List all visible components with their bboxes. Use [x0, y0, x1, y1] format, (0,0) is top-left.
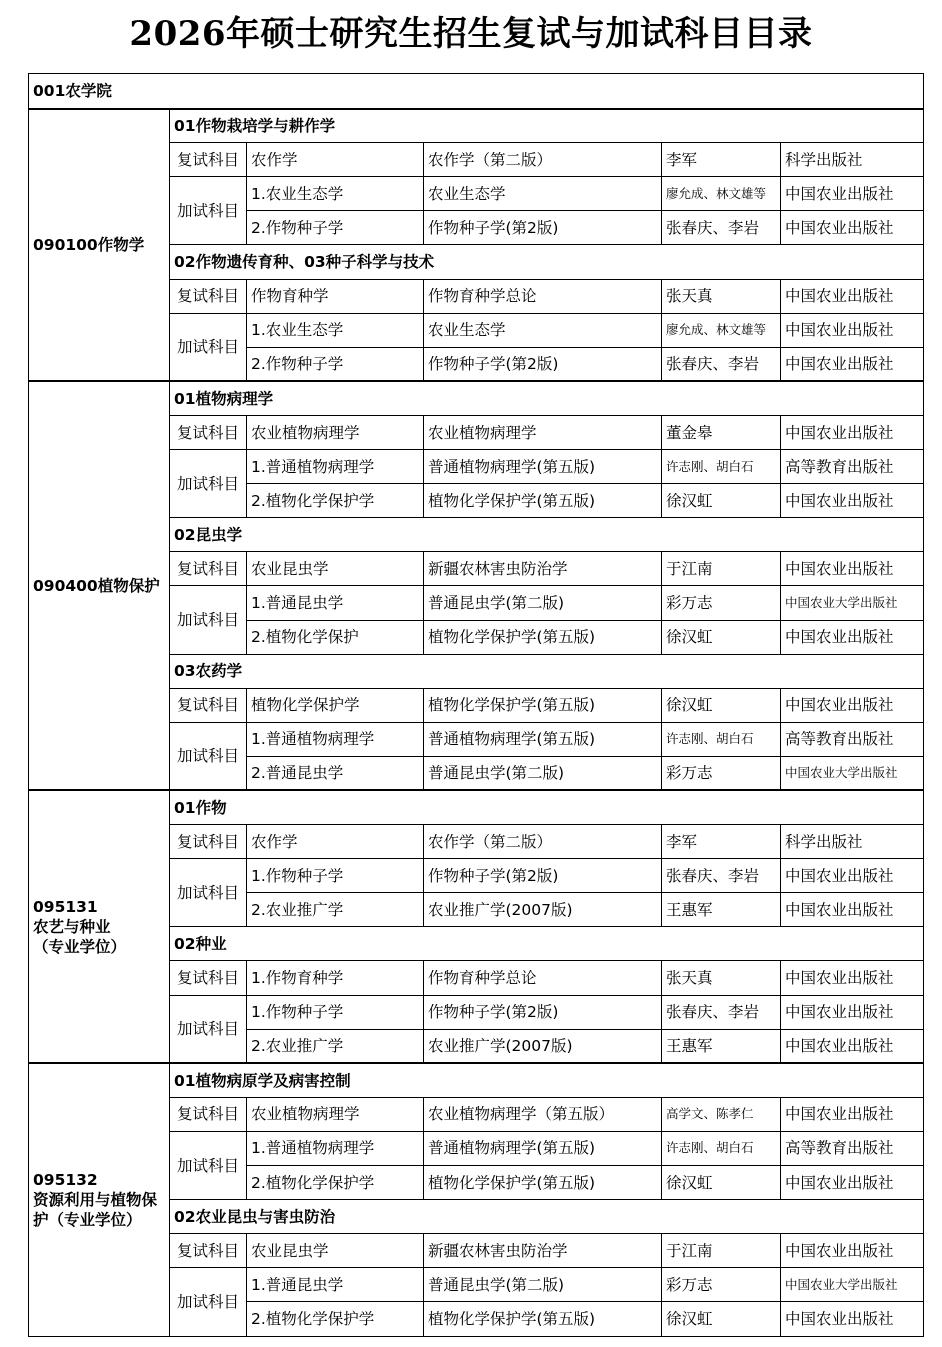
textbook-cell: 农作学（第二版）: [424, 825, 662, 859]
major-name-line: 090100作物学: [33, 235, 145, 254]
major-name-line: 095132: [33, 1171, 98, 1190]
subject-cell: 1.农业生态学: [247, 313, 424, 347]
author-cell: 张天真: [662, 961, 781, 995]
textbook-cell: 植物化学保护学(第五版): [424, 688, 662, 722]
author-cell: 于江南: [662, 1234, 781, 1268]
publisher-cell: 中国农业出版社: [781, 1097, 924, 1131]
subject-cell: 2.植物化学保护: [247, 620, 424, 654]
extra-test-label: 加试科目: [170, 995, 247, 1063]
textbook-cell: 作物育种学总论: [424, 279, 662, 313]
retest-label: 复试科目: [170, 279, 247, 313]
subject-cell: 农业昆虫学: [247, 1234, 424, 1268]
retest-label: 复试科目: [170, 688, 247, 722]
major-name-line: （专业学位）: [33, 937, 127, 956]
author-cell: 张春庆、李岩: [662, 859, 781, 893]
direction-name: 02农业昆虫与害虫防治: [170, 1200, 924, 1234]
author-cell: 许志刚、胡白石: [662, 1131, 781, 1165]
textbook-cell: 作物种子学(第2版): [424, 859, 662, 893]
textbook-cell: 作物种子学(第2版): [424, 995, 662, 1029]
textbook-cell: 农业生态学: [424, 177, 662, 211]
author-cell: 张春庆、李岩: [662, 211, 781, 245]
retest-label: 复试科目: [170, 415, 247, 449]
author-cell: 徐汉虹: [662, 620, 781, 654]
author-cell: 董金皋: [662, 415, 781, 449]
publisher-cell: 中国农业出版社: [781, 177, 924, 211]
textbook-cell: 普通植物病理学(第五版): [424, 722, 662, 756]
subject-cell: 植物化学保护学: [247, 688, 424, 722]
extra-test-label: 加试科目: [170, 859, 247, 927]
author-cell: 徐汉虹: [662, 484, 781, 518]
subject-cell: 2.作物种子学: [247, 347, 424, 381]
extra-test-label: 加试科目: [170, 313, 247, 381]
college-header: 001农学院: [29, 74, 924, 109]
subject-cell: 2.植物化学保护学: [247, 1302, 424, 1337]
extra-test-label: 加试科目: [170, 450, 247, 518]
subject-cell: 2.植物化学保护学: [247, 484, 424, 518]
textbook-cell: 新疆农林害虫防治学: [424, 1234, 662, 1268]
retest-label: 复试科目: [170, 1097, 247, 1131]
major-name: [29, 381, 170, 790]
publisher-cell: 中国农业出版社: [781, 484, 924, 518]
textbook-cell: 农业生态学: [424, 313, 662, 347]
textbook-cell: 农业植物病理学（第五版）: [424, 1097, 662, 1131]
subject-cell: 1.普通植物病理学: [247, 722, 424, 756]
author-cell: 徐汉虹: [662, 1302, 781, 1337]
publisher-cell: 中国农业出版社: [781, 995, 924, 1029]
major-name: [29, 109, 170, 382]
retest-label: 复试科目: [170, 825, 247, 859]
subject-cell: 2.普通昆虫学: [247, 756, 424, 790]
textbook-cell: 作物育种学总论: [424, 961, 662, 995]
subject-cell: 1.作物种子学: [247, 859, 424, 893]
author-cell: 彩万志: [662, 756, 781, 790]
direction-name: 01植物病原学及病害控制: [170, 1063, 924, 1097]
subject-cell: 农业植物病理学: [247, 1097, 424, 1131]
major-name-line: 资源利用与植物保护（专业学位）: [33, 1191, 158, 1230]
author-cell: 彩万志: [662, 1268, 781, 1302]
textbook-cell: 植物化学保护学(第五版): [424, 1166, 662, 1200]
textbook-cell: 植物化学保护学(第五版): [424, 484, 662, 518]
publisher-cell: 中国农业出版社: [781, 961, 924, 995]
extra-test-label: 加试科目: [170, 722, 247, 790]
textbook-cell: 农业推广学(2007版): [424, 893, 662, 927]
author-cell: 许志刚、胡白石: [662, 450, 781, 484]
direction-name: 02作物遗传育种、03种子科学与技术: [170, 245, 924, 279]
major-name: [29, 1063, 170, 1336]
publisher-cell: 中国农业出版社: [781, 1166, 924, 1200]
subject-cell: 2.植物化学保护学: [247, 1166, 424, 1200]
publisher-cell: 中国农业大学出版社: [781, 586, 924, 620]
author-cell: 廖允成、林文雄等: [662, 313, 781, 347]
textbook-cell: 普通昆虫学(第二版): [424, 586, 662, 620]
textbook-cell: 普通植物病理学(第五版): [424, 1131, 662, 1165]
textbook-cell: 普通植物病理学(第五版): [424, 450, 662, 484]
publisher-cell: 中国农业出版社: [781, 347, 924, 381]
major-name-line: 095131: [33, 897, 98, 916]
author-cell: 李军: [662, 825, 781, 859]
subject-cell: 1.普通昆虫学: [247, 1268, 424, 1302]
textbook-cell: 农作学（第二版）: [424, 143, 662, 177]
author-cell: 许志刚、胡白石: [662, 722, 781, 756]
direction-name: 02昆虫学: [170, 518, 924, 552]
subject-cell: 1.普通植物病理学: [247, 450, 424, 484]
subject-cell: 1.作物种子学: [247, 995, 424, 1029]
retest-label: 复试科目: [170, 961, 247, 995]
subject-cell: 2.农业推广学: [247, 1029, 424, 1063]
publisher-cell: 中国农业出版社: [781, 279, 924, 313]
author-cell: 张天真: [662, 279, 781, 313]
publisher-cell: 中国农业出版社: [781, 859, 924, 893]
subject-cell: 1.农业生态学: [247, 177, 424, 211]
publisher-cell: 科学出版社: [781, 143, 924, 177]
subject-cell: 作物育种学: [247, 279, 424, 313]
textbook-cell: 新疆农林害虫防治学: [424, 552, 662, 586]
subject-cell: 农作学: [247, 825, 424, 859]
publisher-cell: 中国农业出版社: [781, 620, 924, 654]
extra-test-label: 加试科目: [170, 1131, 247, 1199]
direction-name: 03农药学: [170, 654, 924, 688]
publisher-cell: 中国农业出版社: [781, 1029, 924, 1063]
author-cell: 徐汉虹: [662, 1166, 781, 1200]
page-title: 2026年硕士研究生招生复试与加试科目目录: [129, 14, 813, 54]
direction-name: 01作物栽培学与耕作学: [170, 109, 924, 143]
author-cell: 于江南: [662, 552, 781, 586]
subject-cell: 农业植物病理学: [247, 415, 424, 449]
author-cell: 张春庆、李岩: [662, 995, 781, 1029]
publisher-cell: 中国农业出版社: [781, 552, 924, 586]
major-name-line: 090400植物保护: [33, 576, 160, 595]
author-cell: 王惠军: [662, 1029, 781, 1063]
retest-label: 复试科目: [170, 1234, 247, 1268]
publisher-cell: 高等教育出版社: [781, 450, 924, 484]
publisher-cell: 中国农业出版社: [781, 313, 924, 347]
publisher-cell: 中国农业出版社: [781, 211, 924, 245]
extra-test-label: 加试科目: [170, 1268, 247, 1337]
publisher-cell: 高等教育出版社: [781, 722, 924, 756]
publisher-cell: 科学出版社: [781, 825, 924, 859]
subject-cell: 1.作物育种学: [247, 961, 424, 995]
extra-test-label: 加试科目: [170, 586, 247, 654]
author-cell: 李军: [662, 143, 781, 177]
retest-label: 复试科目: [170, 143, 247, 177]
textbook-cell: 普通昆虫学(第二版): [424, 1268, 662, 1302]
author-cell: 彩万志: [662, 586, 781, 620]
textbook-cell: 植物化学保护学(第五版): [424, 620, 662, 654]
extra-test-label: 加试科目: [170, 177, 247, 245]
subject-cell: 2.作物种子学: [247, 211, 424, 245]
direction-name: 02种业: [170, 927, 924, 961]
author-cell: 王惠军: [662, 893, 781, 927]
publisher-cell: 中国农业出版社: [781, 893, 924, 927]
author-cell: 廖允成、林文雄等: [662, 177, 781, 211]
retest-label: 复试科目: [170, 552, 247, 586]
publisher-cell: 中国农业出版社: [781, 1302, 924, 1337]
textbook-cell: 农业推广学(2007版): [424, 1029, 662, 1063]
subject-cell: 1.普通植物病理学: [247, 1131, 424, 1165]
direction-name: 01植物病理学: [170, 381, 924, 415]
publisher-cell: 中国农业大学出版社: [781, 756, 924, 790]
subject-cell: 农作学: [247, 143, 424, 177]
publisher-cell: 中国农业大学出版社: [781, 1268, 924, 1302]
major-name-line: 农艺与种业: [33, 917, 111, 936]
subject-cell: 2.农业推广学: [247, 893, 424, 927]
major-name: [29, 790, 170, 1063]
textbook-cell: 作物种子学(第2版): [424, 347, 662, 381]
textbook-cell: 普通昆虫学(第二版): [424, 756, 662, 790]
direction-name: 01作物: [170, 790, 924, 824]
subject-cell: 1.普通昆虫学: [247, 586, 424, 620]
author-cell: 徐汉虹: [662, 688, 781, 722]
textbook-cell: 农业植物病理学: [424, 415, 662, 449]
publisher-cell: 中国农业出版社: [781, 1234, 924, 1268]
author-cell: 张春庆、李岩: [662, 347, 781, 381]
subject-cell: 农业昆虫学: [247, 552, 424, 586]
publisher-cell: 中国农业出版社: [781, 415, 924, 449]
textbook-cell: 植物化学保护学(第五版): [424, 1302, 662, 1337]
textbook-cell: 作物种子学(第2版): [424, 211, 662, 245]
publisher-cell: 中国农业出版社: [781, 688, 924, 722]
catalog-table: [28, 73, 924, 1337]
author-cell: 高学文、陈孝仁: [662, 1097, 781, 1131]
publisher-cell: 高等教育出版社: [781, 1131, 924, 1165]
